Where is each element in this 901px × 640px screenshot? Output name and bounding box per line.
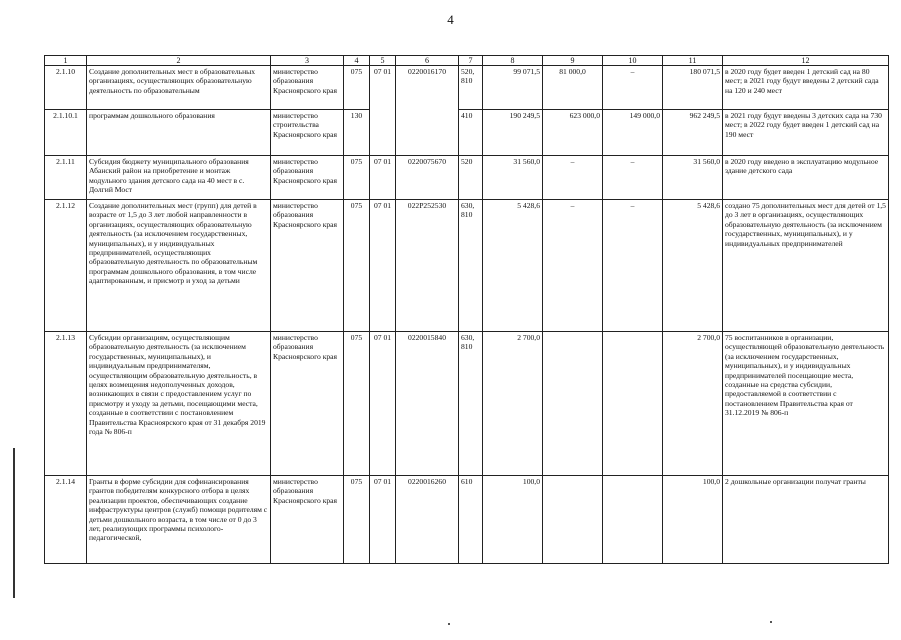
row-total: 31 560,0 bbox=[663, 156, 723, 200]
row-vr: 630, 810 bbox=[459, 200, 483, 332]
row-vr: 520, 810 bbox=[459, 66, 483, 110]
row-name: Субсидия бюджету муниципального образования Абанский район на приобретение и монтаж модульного здания детского сада на 40 мест в с. Долгий Мост bbox=[87, 156, 271, 200]
row-total: 5 428,6 bbox=[663, 200, 723, 332]
row-csr: 0220016260 bbox=[396, 476, 459, 564]
row-total: 100,0 bbox=[663, 476, 723, 564]
row-csr: 0220075670 bbox=[396, 156, 459, 200]
row-name: Гранты в форме субсидии для софинансирования грантов победителям конкурсного отбора в целях реализации проектов, обеспечивающих создание инфраструктуры центров (служб) помощи родителям с детьми дошкольного возраста, в том числе от 0 до 3 лет, реализующих программы психолого-педагогической, bbox=[87, 476, 271, 564]
header-cell: 1 bbox=[45, 56, 87, 66]
header-row bbox=[45, 56, 889, 66]
row-vr: 520 bbox=[459, 156, 483, 200]
header-cell: 3 bbox=[271, 56, 344, 66]
row-grbs: 075 bbox=[344, 66, 370, 110]
table-row bbox=[45, 200, 889, 332]
header-cell: 12 bbox=[723, 56, 889, 66]
row-vr: 610 bbox=[459, 476, 483, 564]
row-csr: 022P252530 bbox=[396, 200, 459, 332]
scan-edge-line bbox=[13, 448, 15, 598]
row-number: 2.1.10 bbox=[45, 66, 87, 110]
table-row bbox=[45, 476, 889, 564]
row-vr: 410 bbox=[459, 110, 483, 156]
row-value-3 bbox=[603, 476, 663, 564]
row-value-1: 100,0 bbox=[483, 476, 543, 564]
row-value-1: 190 249,5 bbox=[483, 110, 543, 156]
row-value-1: 99 071,5 bbox=[483, 66, 543, 110]
row-value-1: 5 428,6 bbox=[483, 200, 543, 332]
row-value-3: – bbox=[603, 200, 663, 332]
row-grbs: 075 bbox=[344, 200, 370, 332]
row-number: 2.1.11 bbox=[45, 156, 87, 200]
header-cell: 8 bbox=[483, 56, 543, 66]
header-cell: 7 bbox=[459, 56, 483, 66]
row-total: 180 071,5 bbox=[663, 66, 723, 110]
row-result: создано 75 дополнительных мест для детей от 1,5 до 3 лет в организациях, осуществляющих образовательную деятельность (за исключением государственных, муниципальных), и у индивидуальных предпринимателей bbox=[723, 200, 889, 332]
header-cell: 5 bbox=[370, 56, 396, 66]
row-grbs: 075 bbox=[344, 476, 370, 564]
row-value-3: 149 000,0 bbox=[603, 110, 663, 156]
row-name: программам дошкольного образования bbox=[87, 110, 271, 156]
row-value-1: 2 700,0 bbox=[483, 332, 543, 476]
row-name: Создание дополнительных мест в образовательных организациях, осуществляющих образовательную деятельность по образовательным bbox=[87, 66, 271, 110]
table-row bbox=[45, 332, 889, 476]
row-total: 962 249,5 bbox=[663, 110, 723, 156]
row-value-2 bbox=[543, 332, 603, 476]
row-rzpr: 07 01 bbox=[370, 66, 396, 156]
row-value-2: 623 000,0 bbox=[543, 110, 603, 156]
row-rzpr: 07 01 bbox=[370, 200, 396, 332]
row-rzpr: 07 01 bbox=[370, 156, 396, 200]
header-cell: 9 bbox=[543, 56, 603, 66]
page-number: 4 bbox=[447, 12, 454, 27]
row-result: 2 дошкольные организации получат гранты bbox=[723, 476, 889, 564]
row-result: 75 воспитанников в организации, осуществляющей образовательную деятельность (за исключением государственных, муниципальных), и у индивидуальных предпринимателей посещающие места, созданные на средства субсидии, предоставляемой в соответствии с постановлением Правительства края от 31.12.2019 № 806-п bbox=[723, 332, 889, 476]
row-value-2: 81 000,0 bbox=[543, 66, 603, 110]
header-cell: 2 bbox=[87, 56, 271, 66]
row-value-2: – bbox=[543, 156, 603, 200]
table-row bbox=[45, 156, 889, 200]
row-org: министерство образования Красноярского края bbox=[271, 200, 344, 332]
row-result: в 2020 году будет введен 1 детский сад на 80 мест; в 2021 году будут введены 2 детский сада на 120 и 240 мест bbox=[723, 66, 889, 110]
row-result: в 2020 году введено в эксплуатацию модульное здание детского сада bbox=[723, 156, 889, 200]
row-value-2 bbox=[543, 476, 603, 564]
row-csr: 0220015840 bbox=[396, 332, 459, 476]
row-value-3 bbox=[603, 332, 663, 476]
row-value-2: – bbox=[543, 200, 603, 332]
row-rzpr: 07 01 bbox=[370, 476, 396, 564]
header-cell: 11 bbox=[663, 56, 723, 66]
table-row bbox=[45, 110, 889, 156]
row-csr: 0220016170 bbox=[396, 66, 459, 156]
row-grbs: 130 bbox=[344, 110, 370, 156]
row-org: министерство образования Красноярского края bbox=[271, 332, 344, 476]
budget-table bbox=[44, 55, 889, 564]
row-org: министерство образования Красноярского края bbox=[271, 66, 344, 110]
row-value-1: 31 560,0 bbox=[483, 156, 543, 200]
table-row bbox=[45, 66, 889, 110]
row-number: 2.1.13 bbox=[45, 332, 87, 476]
row-rzpr: 07 01 bbox=[370, 332, 396, 476]
row-name: Создание дополнительных мест (групп) для детей в возрасте от 1,5 до 3 лет любой направленности в организациях, осуществляющих образовательную деятельность (за исключением государственных, муниципальных), и у индивидуальных предпринимателей, осуществляющих образовательную деятельность по образовательным программам дошкольного образования, в том числе адаптированным, и присмотр и уход за детьми bbox=[87, 200, 271, 332]
row-org: министерство строительства Красноярского края bbox=[271, 110, 344, 156]
header-cell: 10 bbox=[603, 56, 663, 66]
row-value-3: – bbox=[603, 66, 663, 110]
row-org: министерство образования Красноярского края bbox=[271, 476, 344, 564]
row-vr: 630, 810 bbox=[459, 332, 483, 476]
row-value-3: – bbox=[603, 156, 663, 200]
scan-speck bbox=[448, 623, 450, 625]
header-cell: 4 bbox=[344, 56, 370, 66]
row-grbs: 075 bbox=[344, 156, 370, 200]
row-number: 2.1.10.1 bbox=[45, 110, 87, 156]
scan-speck bbox=[770, 621, 772, 623]
row-number: 2.1.14 bbox=[45, 476, 87, 564]
row-result: в 2021 году будут введены 3 детских сада на 730 мест; в 2022 году будет введен 1 детский сад на 190 мест bbox=[723, 110, 889, 156]
row-org: министерство образования Красноярского края bbox=[271, 156, 344, 200]
row-total: 2 700,0 bbox=[663, 332, 723, 476]
row-number: 2.1.12 bbox=[45, 200, 87, 332]
row-grbs: 075 bbox=[344, 332, 370, 476]
header-cell: 6 bbox=[396, 56, 459, 66]
row-name: Субсидии организациям, осуществляющим образовательную деятельность (за исключением государственных, муниципальных), и индивидуальным предпринимателям, осуществляющим образовательную деятельность, в целях возмещения недополученных доходов, возникающих в связи с предоставлением услуг по присмотру и уходу за детьми, посещающими места, созданные в соответствии с постановлением Правительства Красноярского края от 31 декабря 2019 года № 806-п bbox=[87, 332, 271, 476]
